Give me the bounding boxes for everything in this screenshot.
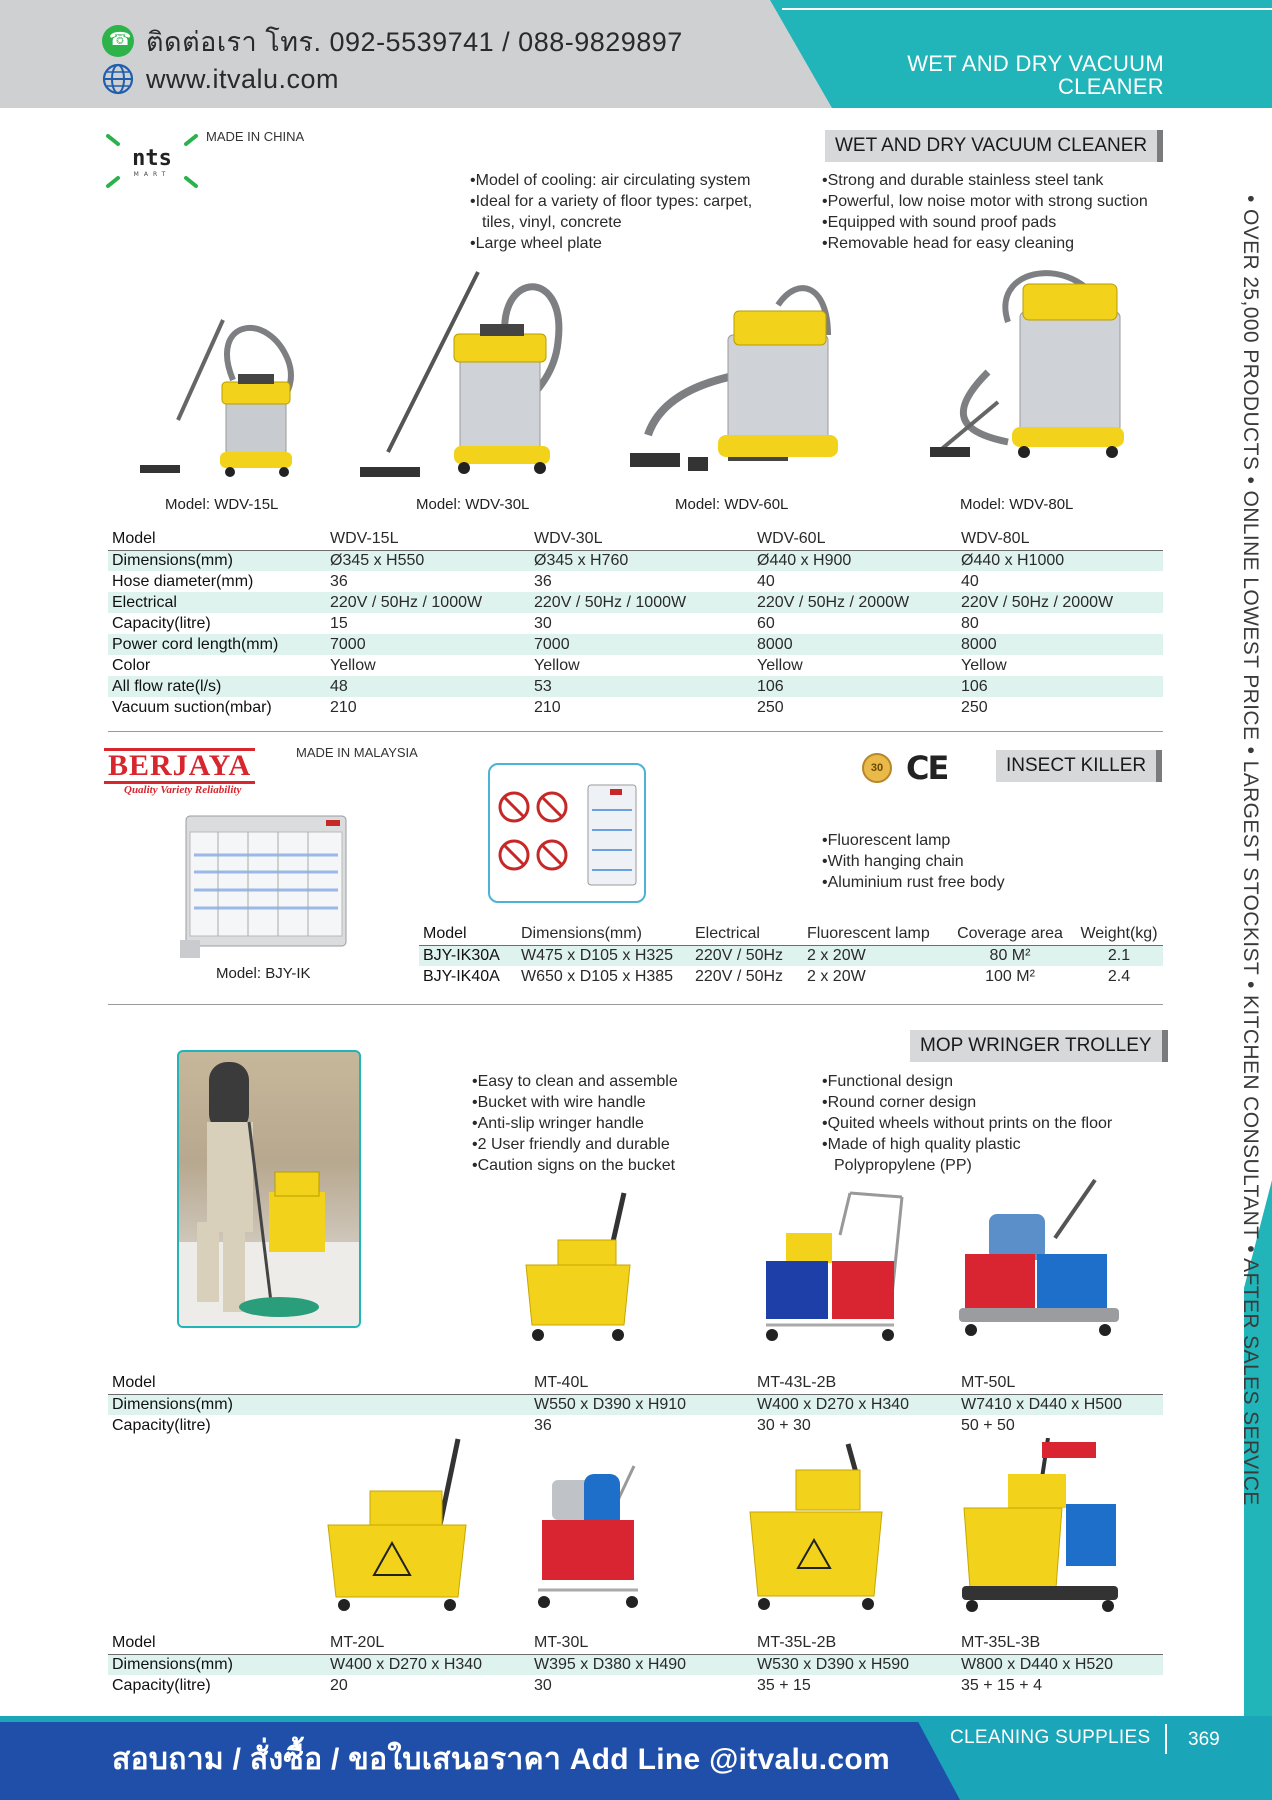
- table-cell: Yellow: [330, 656, 376, 674]
- table-cell: WDV-15L: [326, 529, 530, 550]
- table-row-label: All flow rate(l/s): [108, 676, 326, 697]
- table-cell: W7410 x D440 x H500: [957, 1394, 1163, 1415]
- list-item: • Model of cooling: air circulating system: [470, 170, 752, 191]
- vacuum-spec-table: [108, 529, 1163, 718]
- table-row: [108, 1675, 1163, 1696]
- list-item: • Powerful, low noise motor with strong suction: [822, 191, 1148, 212]
- table-cell: 30 + 30: [757, 1416, 811, 1434]
- table-cell: MT-50L: [957, 1373, 1163, 1394]
- table-cell: 30: [534, 614, 552, 632]
- list-item: • Large wheel plate: [470, 233, 752, 254]
- table-cell: Ø440 x H900: [753, 550, 957, 571]
- table-cell: 106: [957, 676, 1163, 697]
- table-cell: Yellow: [961, 656, 1007, 674]
- table-cell: 53: [530, 676, 753, 697]
- vacuum-origin: MADE IN CHINA: [206, 129, 305, 144]
- table-row: [419, 966, 1163, 987]
- table-cell: [326, 1373, 530, 1394]
- table-cell: 15: [330, 614, 348, 632]
- list-item: • Aluminium rust free body: [822, 872, 1005, 893]
- table-row: [108, 1633, 1163, 1654]
- vacuum-wdv-30l-image: [358, 262, 568, 492]
- list-item: • 2 User friendly and durable: [472, 1134, 678, 1155]
- table-row-label: Capacity(litre): [112, 1416, 211, 1434]
- list-item: • Ideal for a variety of floor types: carpet,: [470, 191, 752, 212]
- table-cell: 250: [961, 698, 988, 716]
- table-row-label: Model: [108, 529, 326, 550]
- table-cell: 36: [330, 572, 348, 590]
- list-item: • Bucket with wire handle: [472, 1092, 678, 1113]
- list-item: • Round corner design: [822, 1092, 1112, 1113]
- table-row-label: Model: [419, 924, 517, 945]
- table-row-label: Dimensions(mm): [108, 1394, 326, 1415]
- table-row: [108, 1654, 1163, 1675]
- vacuum-section-title: WET AND DRY VACUUM CLEANER: [825, 130, 1163, 162]
- table-row-label: Hose diameter(mm): [112, 572, 254, 590]
- table-cell: WDV-30L: [530, 529, 753, 550]
- list-item: • Caution signs on the bucket: [472, 1155, 678, 1176]
- footer-cta[interactable]: สอบถาม / สั่งซื้อ / ขอใบเสนอราคา Add Line @itvalu.com: [112, 1743, 891, 1776]
- table-row-label: BJY-IK30A: [419, 945, 517, 966]
- header-divider: [782, 8, 1272, 10]
- vacuum-features-right: [822, 170, 1148, 254]
- mop-spec-table-2: [108, 1633, 1163, 1696]
- page-number: 369: [1188, 1729, 1220, 1750]
- mop-usage-photo: [177, 1050, 361, 1328]
- mop-mt-20l-image: [320, 1435, 470, 1615]
- mop-features-right: [822, 1071, 1112, 1176]
- table-cell: W400 x D270 x H340: [753, 1394, 957, 1415]
- table-cell: 2 x 20W: [803, 945, 945, 966]
- mop-mt-40l-image: [518, 1185, 638, 1345]
- contact-phone[interactable]: ติดต่อเรา โทร. 092-5539741 / 088-9829897: [146, 26, 683, 57]
- mop-mt-35l-2b-image: [746, 1440, 886, 1615]
- table-row-label: Capacity(litre): [112, 614, 211, 632]
- berjaya-tagline: Quality Variety Reliability: [124, 784, 242, 796]
- table-cell: 80 M²: [945, 945, 1071, 966]
- table-cell: 106: [753, 676, 957, 697]
- table-cell: Ø345 x H760: [530, 550, 753, 571]
- table-cell: Fluorescent lamp: [803, 924, 945, 945]
- table-cell: 60: [757, 614, 775, 632]
- table-cell: MT-35L-3B: [957, 1633, 1163, 1654]
- mop-mt-50l-image: [955, 1178, 1125, 1343]
- mop-mt-30l-image: [528, 1460, 648, 1615]
- table-row: [108, 613, 1163, 634]
- caption-bjy-ik: Model: BJY-IK: [216, 965, 311, 982]
- table-cell: W650 x D105 x H385: [521, 967, 674, 985]
- table-cell: Dimensions(mm): [517, 924, 691, 945]
- list-item: tiles, vinyl, concrete: [482, 214, 622, 231]
- vacuum-wdv-80l-image: [928, 262, 1128, 467]
- table-cell: 40: [757, 572, 775, 590]
- berjaya-logo: [104, 748, 294, 796]
- table-row: [108, 529, 1163, 550]
- table-cell: 2 x 20W: [807, 967, 866, 985]
- table-cell: 48: [326, 676, 530, 697]
- table-cell: Yellow: [757, 656, 803, 674]
- side-banner-text: • OVER 25,000 PRODUCTS • ONLINE LOWEST PRICE • LARGEST STOCKIST • KITCHEN CONSULTANT • AFTER SALES SERVICE: [1239, 195, 1262, 1506]
- table-row-label: Vacuum suction(mbar): [112, 698, 272, 716]
- table-cell: 20: [330, 1676, 348, 1694]
- footer-category: CLEANING SUPPLIES: [950, 1727, 1151, 1748]
- vacuum-features-left: [470, 170, 752, 254]
- table-row-label: Electrical: [108, 592, 326, 613]
- contact-block: [102, 22, 683, 98]
- table-cell: 100 M²: [985, 967, 1035, 985]
- list-item: • Equipped with sound proof pads: [822, 212, 1148, 233]
- berjaya-logo-text: BERJAYA: [104, 748, 255, 784]
- insect-killer-infographic: [488, 763, 646, 903]
- page-title-line-2: CLEANER: [1057, 74, 1164, 99]
- table-cell: Weight(kg): [1071, 924, 1163, 945]
- list-item: • Anti-slip wringer handle: [472, 1113, 678, 1134]
- table-row-label: Dimensions(mm): [108, 1654, 326, 1675]
- table-row-label: Dimensions(mm): [108, 550, 326, 571]
- table-cell: [326, 1394, 530, 1415]
- table-cell: W800 x D440 x H520: [957, 1654, 1163, 1675]
- table-cell: 2.4: [1107, 967, 1131, 985]
- table-cell: 7000: [530, 634, 753, 655]
- vacuum-wdv-15l-image: [138, 300, 308, 485]
- insect-killer-image: [178, 810, 350, 960]
- table-cell: 210: [330, 698, 357, 716]
- table-cell: 220V / 50Hz: [691, 945, 803, 966]
- table-cell: WDV-60L: [753, 529, 957, 550]
- list-item: • Made of high quality plastic: [822, 1134, 1112, 1155]
- table-cell: 40: [961, 572, 979, 590]
- svg-text:MART: MART: [133, 171, 171, 178]
- table-row: [108, 592, 1163, 613]
- table-cell: 7000: [326, 634, 530, 655]
- table-cell: 8000: [753, 634, 957, 655]
- table-row: [108, 1394, 1163, 1415]
- table-row: [419, 924, 1163, 945]
- mop-mt-43l-2b-image: [760, 1185, 910, 1345]
- insect-section-title: INSECT KILLER: [996, 750, 1162, 782]
- page-title-line-1: WET AND DRY VACUUM: [907, 51, 1164, 76]
- caption-wdv-60l: Model: WDV-60L: [675, 496, 789, 513]
- table-row-label: Power cord length(mm): [108, 634, 326, 655]
- list-item: • Functional design: [822, 1071, 1112, 1092]
- table-row: [108, 571, 1163, 592]
- table-row-label: Model: [108, 1633, 326, 1654]
- vacuum-wdv-60l-image: [628, 275, 838, 480]
- list-item: • Strong and durable stainless steel tank: [822, 170, 1148, 191]
- table-row-label: Model: [108, 1373, 326, 1394]
- list-item: • Quited wheels without prints on the floor: [822, 1113, 1112, 1134]
- table-cell: 8000: [957, 634, 1163, 655]
- table-cell: MT-20L: [326, 1633, 530, 1654]
- table-cell: 220V / 50Hz / 2000W: [753, 592, 957, 613]
- table-cell: 35 + 15: [757, 1676, 811, 1694]
- caption-wdv-80l: Model: WDV-80L: [960, 496, 1074, 513]
- table-cell: 250: [757, 698, 784, 716]
- table-cell: 35 + 15 + 4: [961, 1676, 1042, 1694]
- table-row: [108, 697, 1163, 718]
- list-item: • Easy to clean and assemble: [472, 1071, 678, 1092]
- list-item: • Removable head for easy cleaning: [822, 233, 1148, 254]
- table-cell: Coverage area: [945, 924, 1071, 945]
- table-cell: 220V / 50Hz / 2000W: [957, 592, 1163, 613]
- insect-features: [822, 830, 1005, 893]
- table-row: [108, 655, 1163, 676]
- table-cell: 36: [534, 1416, 552, 1434]
- table-row: [108, 676, 1163, 697]
- table-cell: MT-35L-2B: [753, 1633, 957, 1654]
- mop-section-title: MOP WRINGER TROLLEY: [910, 1030, 1168, 1062]
- table-cell: MT-30L: [530, 1633, 753, 1654]
- globe-icon: [102, 63, 134, 95]
- table-cell: Ø440 x H1000: [957, 550, 1163, 571]
- list-item: • With hanging chain: [822, 851, 1005, 872]
- caption-wdv-30l: Model: WDV-30L: [416, 496, 530, 513]
- warranty-badge-icon: 30: [862, 753, 892, 783]
- table-cell: W530 x D390 x H590: [753, 1654, 957, 1675]
- caption-wdv-15l: Model: WDV-15L: [165, 496, 279, 513]
- table-row: [108, 550, 1163, 571]
- table-cell: 210: [534, 698, 561, 716]
- table-cell: W475 x D105 x H325: [517, 945, 691, 966]
- table-cell: W400 x D270 x H340: [326, 1654, 530, 1675]
- divider: [108, 731, 1163, 732]
- table-row: [108, 1373, 1163, 1394]
- table-cell: 30: [534, 1676, 552, 1694]
- page-title: [804, 52, 1164, 98]
- list-item: • Fluorescent lamp: [822, 830, 1005, 851]
- certification-badges: [862, 750, 972, 786]
- mop-features-left: [472, 1071, 678, 1176]
- table-row-label: Color: [112, 656, 151, 674]
- mop-mt-35l-3b-image: [958, 1438, 1120, 1615]
- website-link[interactable]: www.itvalu.com: [146, 63, 340, 94]
- table-cell: W395 x D380 x H490: [530, 1654, 753, 1675]
- ce-mark-icon: CE: [906, 749, 948, 787]
- table-cell: 50 + 50: [961, 1416, 1015, 1434]
- table-cell: [326, 1415, 530, 1436]
- table-cell: Ø345 x H550: [326, 550, 530, 571]
- table-row-label: BJY-IK40A: [423, 967, 500, 985]
- table-cell: WDV-80L: [957, 529, 1163, 550]
- table-cell: 80: [961, 614, 979, 632]
- divider: [108, 1004, 1163, 1005]
- table-cell: 220V / 50Hz / 1000W: [326, 592, 530, 613]
- list-item: Polypropylene (PP): [834, 1157, 972, 1174]
- table-row: [419, 945, 1163, 966]
- table-cell: 220V / 50Hz / 1000W: [530, 592, 753, 613]
- table-row-label: Capacity(litre): [112, 1676, 211, 1694]
- insect-origin: MADE IN MALAYSIA: [296, 745, 418, 760]
- mop-spec-table-1: [108, 1373, 1163, 1436]
- table-row: [108, 1415, 1163, 1436]
- table-row: [108, 634, 1163, 655]
- table-cell: MT-43L-2B: [753, 1373, 957, 1394]
- nts-logo: [104, 130, 200, 192]
- table-cell: 2.1: [1071, 945, 1163, 966]
- table-cell: Yellow: [534, 656, 580, 674]
- table-cell: 220V / 50Hz: [695, 967, 784, 985]
- footer-separator: [1165, 1724, 1167, 1754]
- table-cell: W550 x D390 x H910: [530, 1394, 753, 1415]
- nts-logo-text: nts: [132, 146, 172, 171]
- table-cell: MT-40L: [530, 1373, 753, 1394]
- table-cell: 36: [534, 572, 552, 590]
- table-cell: Electrical: [691, 924, 803, 945]
- insect-spec-table: [419, 924, 1163, 987]
- footer-stripe: [0, 1716, 930, 1722]
- phone-icon: [102, 25, 134, 57]
